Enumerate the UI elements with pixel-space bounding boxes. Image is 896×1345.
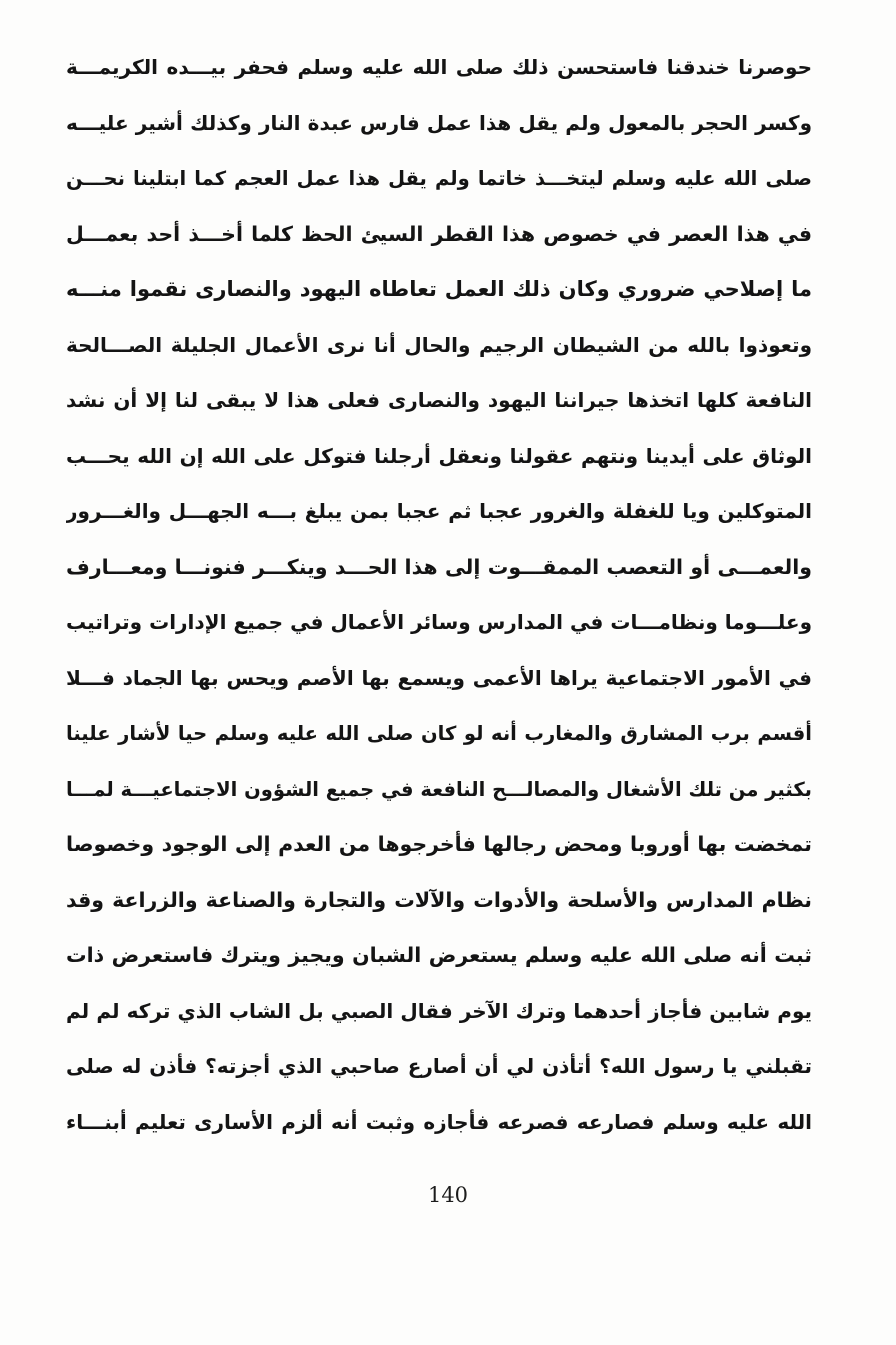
body-text <box>66 40 812 1150</box>
text-line: تمخضت بها أوروبا ومحض رجالها فأخرجوها من العدم إلى الوجود وخصوصا <box>66 832 812 856</box>
text-line: حوصرنا خندقنا فاستحسن ذلك صلى الله عليه وسلم فحفر بيـــده الكريمـــة <box>66 55 812 79</box>
text-line: في الأمور الاجتماعية يراها الأعمى ويسمع بها الأصم ويحس بها الجماد فـــلا <box>66 665 812 690</box>
text-line: يوم شابين فأجاز أحدهما وترك الآخر فقال الصبي بل الشاب الذي تركه لم لم <box>66 998 812 1023</box>
text-line: بكثير من تلك الأشغال والمصالـــح النافعة في جميع الشؤون الاجتماعيـــة لمـــا <box>66 777 812 801</box>
text-line: وكسر الحجر بالمعول ولم يقل هذا عمل فارس عبدة النار وكذلك أشير عليـــه <box>66 110 812 135</box>
text-line: الوثاق على أيدينا ونتهم عقولنا ونعقل أرجلنا فتوكل على الله إن الله يحـــب <box>66 443 812 468</box>
page-number: 140 <box>427 1183 469 1207</box>
text-line: نظام المدارس والأسلحة والأدوات والآلات والتجارة والصناعة والزراعة وقد <box>66 887 812 912</box>
text-line: ثبت أنه صلى الله عليه وسلم يستعرض الشبان ويجيز ويترك فاستعرض ذات <box>66 943 812 967</box>
text-line: وعلـــوما ونظامـــات في المدارس وسائر الأعمال في جميع الإدارات وتراتيب <box>66 610 812 634</box>
text-line: المتوكلين ويا للغفلة والغرور عجبا ثم عجبا بمن يبلغ بـــه الجهـــل والغـــرور <box>66 499 812 523</box>
text-line: ما إصلاحي ضروري وكان ذلك العمل تعاطاه اليهود والنصارى نقموا منـــه <box>66 277 812 301</box>
text-line: الله عليه وسلم فصارعه فصرعه فأجازه وثبت أنه ألزم الأسارى تعليم أبنـــاء <box>66 1109 812 1134</box>
text-line: النافعة كلها اتخذها جيراننا اليهود والنصارى فعلى هذا لا يبقى لنا إلا أن نشد <box>66 388 812 412</box>
text-line: أقسم برب المشارق والمغارب أنه لو كان صلى الله عليه وسلم حيا لأشار علينا <box>66 722 812 745</box>
text-line: والعمـــى أو التعصب الممقـــوت إلى هذا الحـــد وينكـــر فنونـــا ومعـــارف <box>66 554 812 579</box>
text-line: في هذا العصر في خصوص هذا القطر السيئ الحظ كلما أخـــذ أحد بعمـــل <box>66 221 812 246</box>
text-line: وتعوذوا بالله من الشيطان الرجيم والحال أنا نرى الأعمال الجليلة الصـــالحة <box>66 332 812 357</box>
text-line: صلى الله عليه وسلم ليتخـــذ خاتما ولم يقل هذا عمل العجم كما ابتلينا نحـــن <box>66 167 812 190</box>
text-line: تقبلني يا رسول الله؟ أتأذن لي أن أصارع صاحبي الذي أجزته؟ فأذن له صلى <box>66 1054 812 1078</box>
